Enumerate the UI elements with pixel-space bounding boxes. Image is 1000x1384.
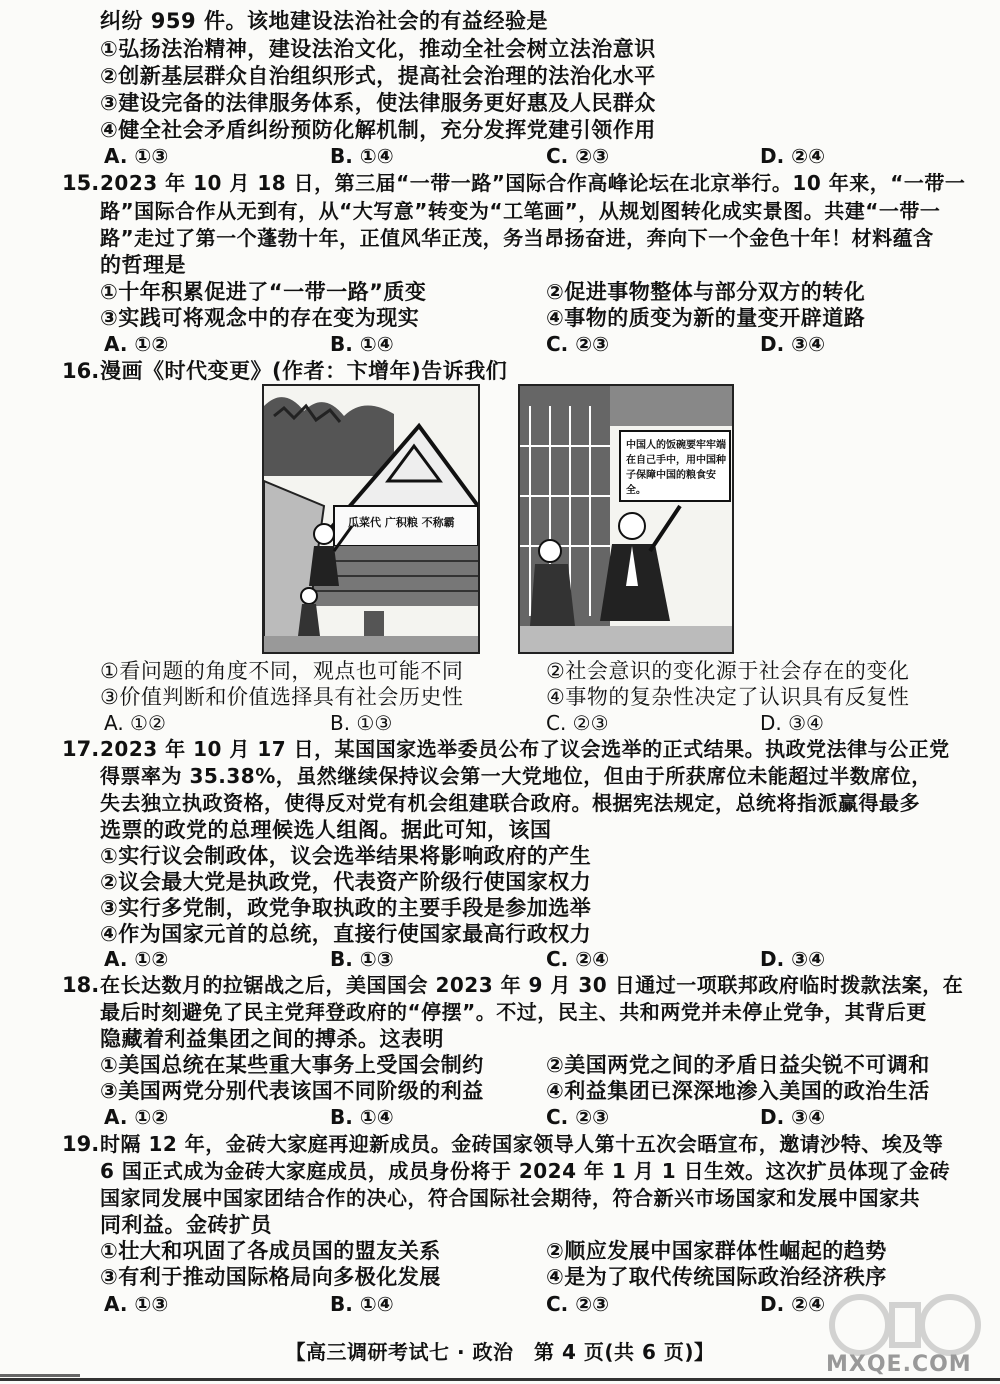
q17-option-c: C. ②④: [546, 947, 610, 971]
watermark-text: MXQE.COM: [826, 1352, 972, 1377]
q19-stem-line-1: 时隔 12 年，金砖大家庭再迎新成员。金砖国家领导人第十五次会晤宣布，邀请沙特、埃及等: [100, 1132, 944, 1156]
q16-stem: 漫画《时代变更》(作者：卞增年)告诉我们: [100, 359, 508, 383]
q15-statement-3: ③实践可将观念中的存在变为现实: [100, 306, 420, 330]
q19-number: 19.: [62, 1132, 100, 1156]
q14-statement-2: ②创新基层群众自治组织形式，提高社会治理的法治化水平: [100, 64, 656, 88]
cartoon-right-sign: [626, 438, 732, 498]
q15-statement-2: ②促进事物整体与部分双方的转化: [546, 280, 866, 304]
q17-stem-line-2: 得票率为 35.38%，虽然继续保持议会第一大党地位，但由于所获席位未能超过半数席位，: [100, 764, 932, 788]
cartoon-right-sign-line-1: 中国人的饭碗要牢牢端: [626, 440, 726, 451]
cartoon-right-sign-line-3: 子保障中国的粮食安全。: [626, 470, 716, 496]
q17-option-d: D. ③④: [760, 947, 826, 971]
q18-statement-3: ③美国两党分别代表该国不同阶级的利益: [100, 1079, 484, 1103]
q15-option-a: A. ①②: [104, 332, 169, 356]
q18-stem-line-2: 最后时刻避免了民主党拜登政府的“停摆”。不过，民主、共和两党并未停止党争，其背后更: [100, 1000, 927, 1024]
footer-rule: [0, 1378, 1000, 1381]
q15-stem-line-2: 路”国际合作从无到有，从“大写意”转变为“工笔画”，从规划图转化成实景图。共建“一带一: [100, 199, 941, 223]
q19-option-c: C. ②③: [546, 1292, 610, 1316]
q17-number: 17.: [62, 737, 100, 761]
q18-option-c: C. ②③: [546, 1105, 610, 1129]
q19-statement-1: ①壮大和巩固了各成员国的盟友关系: [100, 1239, 441, 1263]
q17-statement-4: ④作为国家元首的总统，直接行使国家最高行政权力: [100, 922, 592, 946]
q17-option-a: A. ①②: [104, 947, 169, 971]
q15-option-d: D. ③④: [760, 332, 826, 356]
q15-number: 15.: [62, 171, 100, 195]
q18-stem-line-1: 在长达数月的拉锯战之后，美国国会 2023 年 9 月 30 日通过一项联邦政府临时拨款法案，在: [100, 973, 964, 997]
q16-statement-1: ①看问题的角度不同，观点也可能不同: [100, 659, 464, 683]
q16-statement-2: ②社会意识的变化源于社会存在的变化: [546, 659, 910, 683]
q16-statement-4: ④事物的复杂性决定了认识具有反复性: [546, 685, 910, 709]
q17-stem-line-4: 选票的政党的总理候选人组阁。据此可知，该国: [100, 818, 552, 842]
q17-stem-line-1: 2023 年 10 月 17 日，某国国家选举委员公布了议会选举的正式结果。执政党法律与公正党: [100, 737, 950, 761]
cartoon-left: [262, 384, 480, 654]
q15-stem-line-1: 2023 年 10 月 18 日，第三届“一带一路”国际合作高峰论坛在北京举行。10 年来，“一带一: [100, 171, 966, 195]
q17-statement-3: ③实行多党制，政党争取执政的主要手段是参加选举: [100, 896, 592, 920]
cartoon-left-sign: 瓜菜代 广积粮 不称霸: [348, 516, 455, 529]
q16-statement-3: ③价值判断和价值选择具有社会历史性: [100, 685, 464, 709]
cartoon-right: [518, 384, 734, 654]
footer-rule-short: [0, 1374, 80, 1377]
q17-option-b: B. ①③: [330, 947, 394, 971]
q19-option-d: D. ②④: [760, 1292, 826, 1316]
q14-stem-line: 纠纷 959 件。该地建设法治社会的有益经验是: [100, 9, 548, 33]
q16-option-c: C. ②③: [546, 711, 609, 735]
q19-option-b: B. ①④: [330, 1292, 394, 1316]
q18-statement-1: ①美国总统在某些重大事务上受国会制约: [100, 1053, 484, 1077]
q15-option-c: C. ②③: [546, 332, 610, 356]
q19-stem-line-4: 同利益。金砖扩员: [100, 1213, 272, 1237]
q14-option-c: C. ②③: [546, 144, 610, 168]
q19-stem-line-3: 国家同发展中国家团结合作的决心，符合国际社会期待，符合新兴市场国家和发展中国家共: [100, 1186, 920, 1210]
q14-option-b: B. ①④: [330, 144, 394, 168]
q19-statement-4: ④是为了取代传统国际政治经济秩序: [546, 1265, 887, 1289]
q19-option-a: A. ①③: [104, 1292, 169, 1316]
q18-statement-2: ②美国两党之间的矛盾日益尖锐不可调和: [546, 1053, 930, 1077]
page-footer: 【高三调研考试七 · 政治 第 4 页(共 6 页)】: [285, 1340, 715, 1364]
q16-option-d: D. ③④: [760, 711, 824, 735]
q15-stem-line-4: 的哲理是: [100, 253, 186, 277]
q14-statement-1: ①弘扬法治精神，建设法治文化，推动全社会树立法治意识: [100, 37, 656, 61]
q15-statement-4: ④事物的质变为新的量变开辟道路: [546, 306, 866, 330]
cartoon-right-drawing: [520, 386, 732, 652]
q17-stem-line-3: 失去独立执政资格，使得反对党有机会组建联合政府。根据宪法规定，总统将指派赢得最多: [100, 791, 920, 815]
q18-number: 18.: [62, 973, 100, 997]
q14-statement-3: ③建设完备的法律服务体系，使法律服务更好惠及人民群众: [100, 91, 656, 115]
q15-stem-line-3: 路”走过了第一个蓬勃十年，正值风华正茂，务当昂扬奋进，奔向下一个金色十年！材料蕴含: [100, 226, 934, 250]
q15-option-b: B. ①④: [330, 332, 394, 356]
q18-option-d: D. ③④: [760, 1105, 826, 1129]
q16-number: 16.: [62, 359, 100, 383]
q14-statement-4: ④健全社会矛盾纠纷预防化解机制，充分发挥党建引领作用: [100, 118, 656, 142]
q19-statement-2: ②顺应发展中国家群体性崛起的趋势: [546, 1239, 887, 1263]
q17-statement-1: ①实行议会制政体，议会选举结果将影响政府的产生: [100, 844, 592, 868]
cartoon-right-sign-line-2: 在自己手中，用中国种: [626, 455, 726, 466]
q18-statement-4: ④利益集团已深深地渗入美国的政治生活: [546, 1079, 930, 1103]
q18-option-a: A. ①②: [104, 1105, 169, 1129]
q18-option-b: B. ①④: [330, 1105, 394, 1129]
q14-option-a: A. ①③: [104, 144, 169, 168]
q15-statement-1: ①十年积累促进了“一带一路”质变: [100, 280, 427, 304]
q16-option-a: A. ①②: [104, 711, 166, 735]
q19-stem-line-2: 6 国正式成为金砖大家庭成员，成员身份将于 2024 年 1 月 1 日生效。这次扩员体现了金砖: [100, 1159, 951, 1183]
q16-option-b: B. ①③: [330, 711, 393, 735]
q18-stem-line-3: 隐藏着利益集团之间的搏杀。这表明: [100, 1027, 444, 1051]
q14-option-d: D. ②④: [760, 144, 826, 168]
q19-statement-3: ③有利于推动国际格局向多极化发展: [100, 1265, 441, 1289]
q17-statement-2: ②议会最大党是执政党，代表资产阶级行使国家权力: [100, 870, 592, 894]
